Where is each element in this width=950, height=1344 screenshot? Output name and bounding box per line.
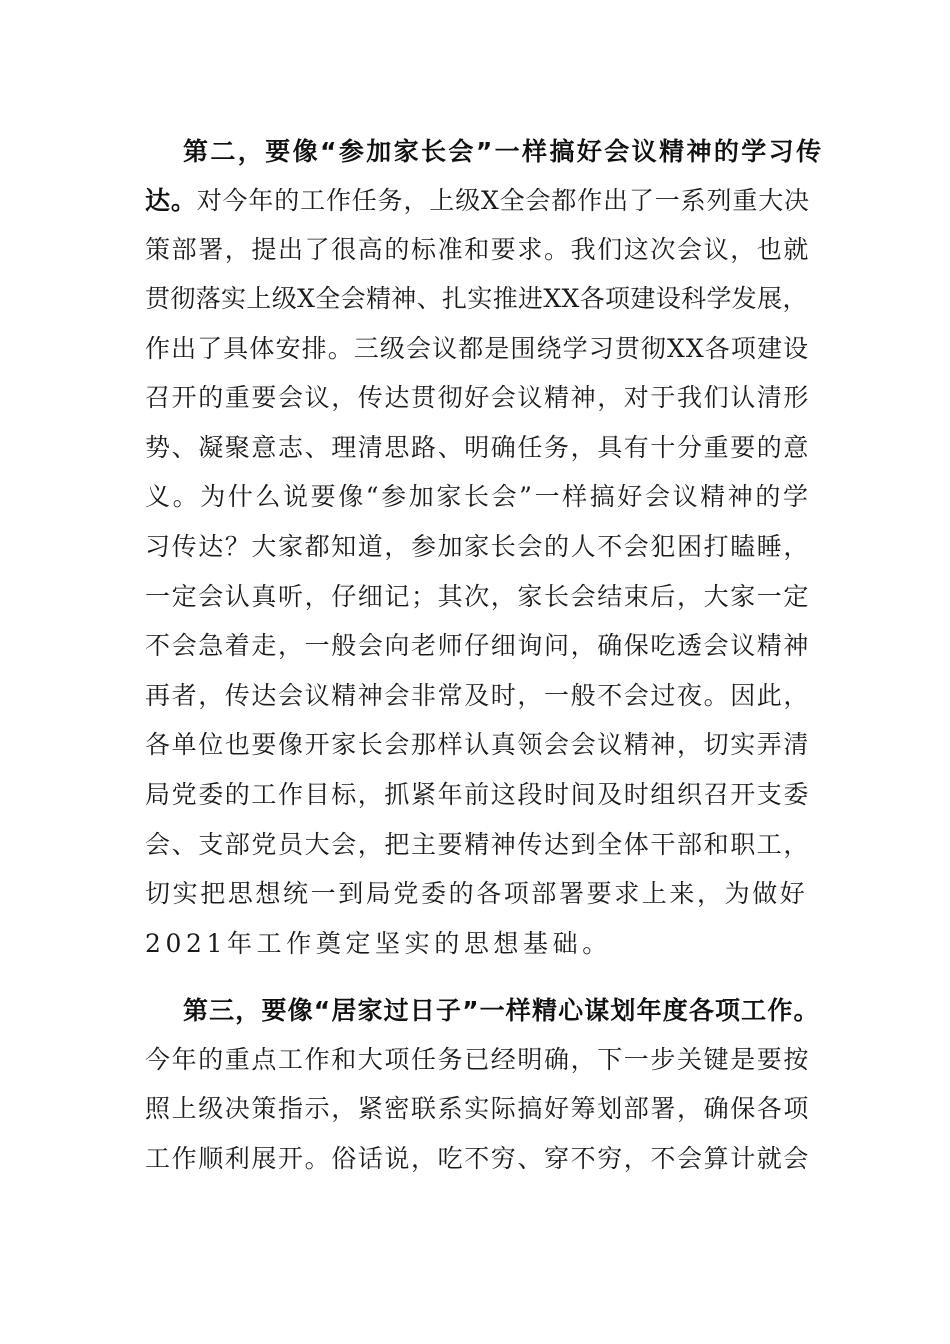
paragraph-2-line-4: 工作顺利展开。俗话说，吃不穷、穿不穷，不会算计就会 — [145, 1144, 811, 1173]
paragraph-1-heading-end: 达。 — [145, 186, 197, 215]
paragraph-1-line-7: 势、凝聚意志、理清思路、明确任务，具有十分重要的意 — [145, 433, 811, 462]
paragraph-2-line-3: 照上级决策指示，紧密联系实际搞好筹划部署，确保各项 — [145, 1094, 811, 1123]
paragraph-1-heading: 第二，要像“参加家长会”一样搞好会议精神的学习传 — [183, 137, 824, 166]
paragraph-2-line-2: 今年的重点工作和大项任务已经明确，下一步关键是要按 — [145, 1045, 811, 1074]
paragraph-1-line-5: 作出了具体安排。三级会议都是围绕学习贯彻XX各项建设 — [145, 334, 810, 363]
paragraph-1-line-4: 贯彻落实上级X全会精神、扎实推进XX各项建设科学发展， — [145, 284, 808, 313]
paragraph-1-line-2-text: 对今年的工作任务，上级X全会都作出了一系列重大决 — [196, 186, 810, 215]
paragraph-1-line-13: 各单位也要像开家长会那样认真领会会议精神，切实弄清 — [145, 730, 811, 759]
paragraph-1-line-6: 召开的重要会议，传达贯彻好会议精神，对于我们认清形 — [145, 383, 811, 412]
paragraph-1-line-3: 策部署，提出了很高的标准和要求。我们这次会议，也就 — [145, 235, 811, 264]
paragraph-1-line-17: 2021年工作奠定坚实的思想基础。 — [145, 929, 612, 958]
paragraph-1-line-8: 义。为什么说要像“参加家长会”一样搞好会议精神的学 — [145, 482, 811, 511]
paragraph-1-line-11: 不会急着走，一般会向老师仔细询问，确保吃透会议精神 — [145, 631, 811, 660]
paragraph-1-line-12: 再者，传达会议精神会非常及时，一般不会过夜。因此， — [145, 681, 811, 710]
paragraph-1-line-2 — [145, 181, 810, 221]
paragraph-1-line-10: 一定会认真听，仔细记；其次，家长会结束后，大家一定 — [145, 582, 811, 611]
paragraph-1-line-9: 习传达？大家都知道，参加家长会的人不会犯困打瞌睡， — [145, 532, 811, 561]
paragraph-1-line-15: 会、支部党员大会，把主要精神传达到全体干部和职工， — [145, 830, 811, 859]
paragraph-2-heading: 第三，要像“居家过日子”一样精心谋划年度各项工作。 — [183, 996, 820, 1025]
paragraph-1-line-16: 切实把思想统一到局党委的各项部署要求上来，为做好 — [145, 879, 808, 908]
paragraph-1-line-14: 局党委的工作目标，抓紧年前这段时间及时组织召开支委 — [145, 780, 811, 809]
